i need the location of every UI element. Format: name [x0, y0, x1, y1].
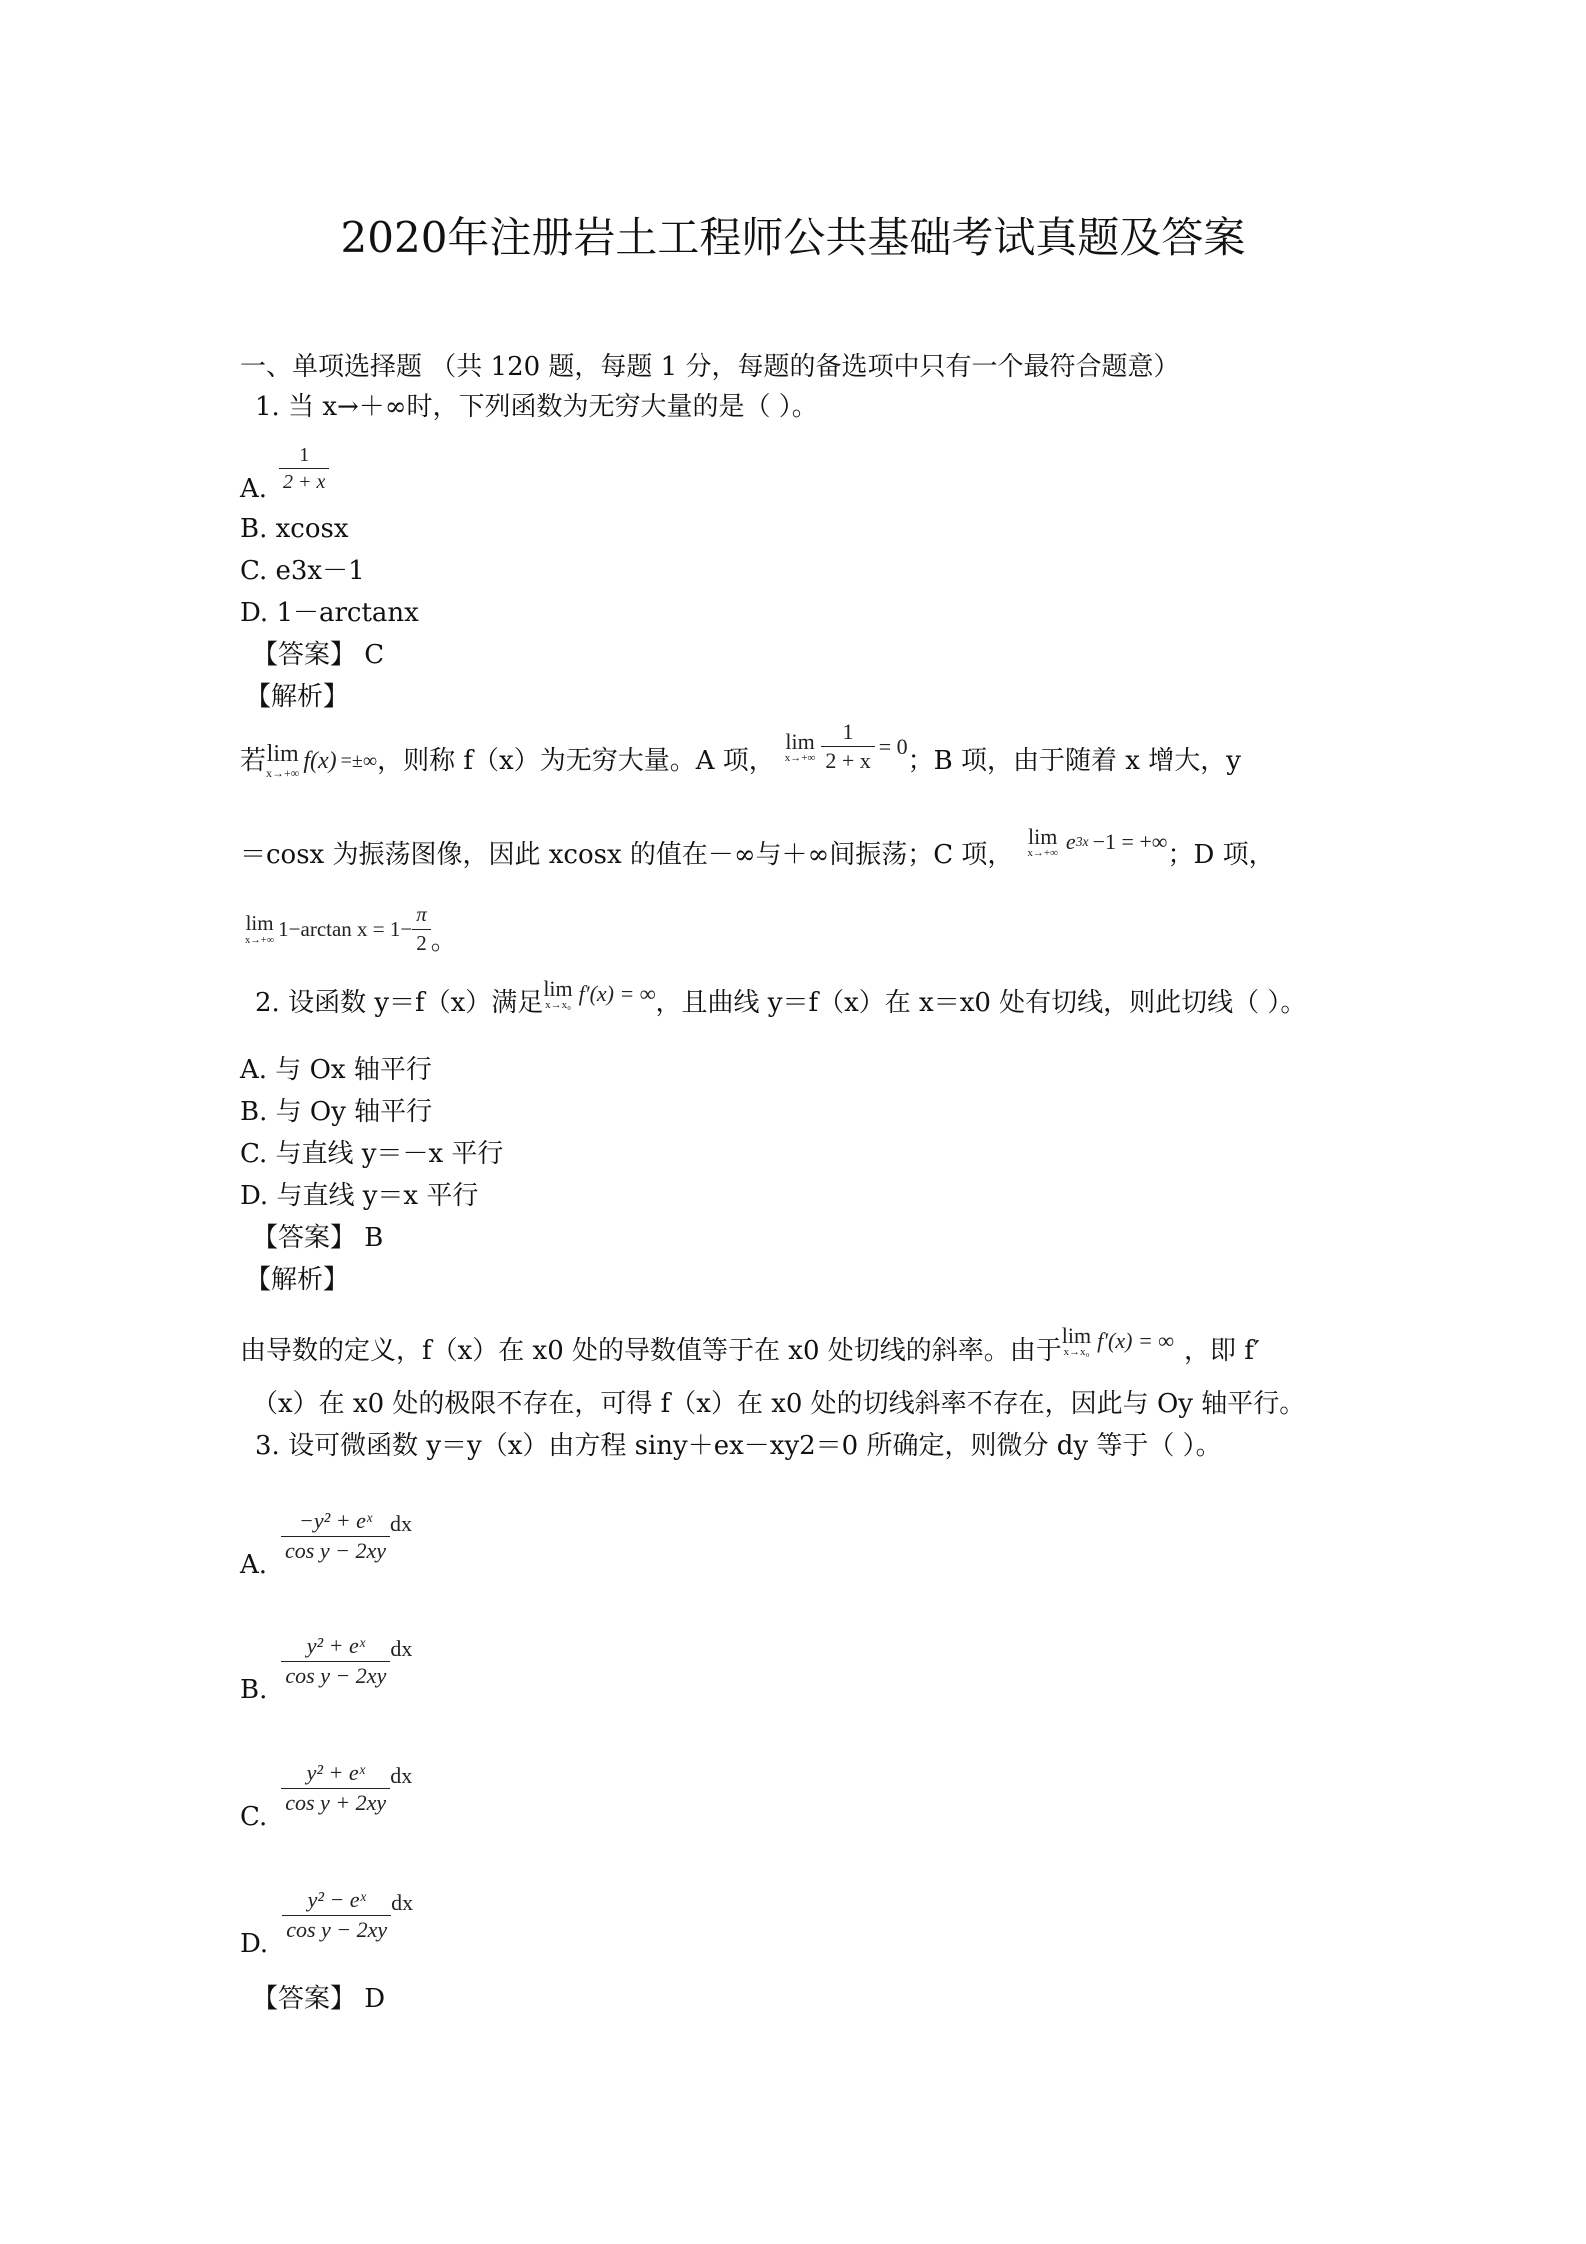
q1-answer: 【答案】 C [252, 640, 385, 670]
q2-option-a: A. 与 Ox 轴平行 [240, 1055, 432, 1085]
q3-option-a: A. $\frac{\text{−y² + eˣ}}{\text{cos y − 2xy}}$ dx [240, 1508, 413, 1580]
q1-analysis-label: 【解析】 [245, 682, 350, 712]
q2-option-b: B. 与 Oy 轴平行 [240, 1097, 433, 1127]
q2-option-d: D. 与直线 y＝x 平行 [240, 1181, 479, 1211]
q3-option-c-expression: $\frac{\text{y² + eˣ}}{\text{cos y + 2xy}}$ dx [281, 1761, 412, 1814]
q1-option-d: D. 1－arctanx [240, 598, 419, 628]
q1-option-a-fraction: $\frac{1}{2 + x}$ [279, 444, 329, 493]
limit-expression: lim x→x₀ f′(x) = ∞ [1061, 1322, 1174, 1358]
q1-analysis-line2: ＝cosx 为振荡图像，因此 xcosx 的值在－∞与＋∞间振荡；C 项， lim x→+∞ e 3x −1 = +∞ ；D 项， [240, 823, 1275, 870]
section-heading: 一、单项选择题 （共 120 题，每题 1 分，每题的备选项中只有一个最符合题意） [240, 352, 1180, 382]
limit-expression: lim x→+∞ $\frac{1}{2 + x}$ = 0 [784, 719, 908, 774]
q1-option-a: A. $\frac{1}{2 + x}$ [240, 430, 329, 506]
q2-option-c: C. 与直线 y＝－x 平行 [240, 1139, 504, 1169]
q3-option-b-expression: $\frac{\text{y² + eˣ}}{\text{cos y − 2xy}}$ dx [281, 1634, 412, 1687]
q3-option-d: D. $\frac{\text{y² − eˣ}}{\text{cos y − 2xy}}$ dx [240, 1887, 414, 1959]
q3-option-c: C. $\frac{\text{y² + eˣ}}{\text{cos y + 2xy}}$ dx [240, 1760, 413, 1832]
q2-stem: 2. 设函数 y＝f（x）满足 lim x→x₀ f′(x) = ∞ ，且曲线 y＝f（x）在 x＝x0 处有切线，则此切线（ ）。 [255, 975, 1307, 1018]
q3-stem: 3. 设可微函数 y＝y（x）由方程 siny＋ex－xy2＝0 所确定，则微分 dy 等于（ ）。 [255, 1431, 1222, 1461]
q2-answer: 【答案】 B [252, 1223, 384, 1253]
limit-expression: lim x→x₀ f′(x) = ∞ [543, 975, 656, 1011]
q2-analysis-line1: 由导数的定义，f（x）在 x0 处的导数值等于在 x0 处切线的斜率。由于 lim x→x₀ f′(x) = ∞ ，即 f′ [240, 1322, 1260, 1366]
q1-stem: 1. 当 x→＋∞时，下列函数为无穷大量的是（ ）。 [255, 392, 818, 422]
q3-option-b: B. $\frac{\text{y² + eˣ}}{\text{cos y − 2xy}}$ dx [240, 1633, 413, 1705]
limit-expression: lim x→+∞ f(x) =±∞ [266, 741, 378, 781]
q3-answer: 【答案】 D [252, 1984, 386, 2014]
q2-analysis-label: 【解析】 [245, 1265, 350, 1295]
page-title: 2020年注册岩土工程师公共基础考试真题及答案 [340, 213, 1246, 262]
limit-expression: lim x→+∞ e 3x −1 = +∞ [1027, 823, 1168, 859]
q1-option-c: C. e3x－1 [240, 556, 365, 586]
q1-analysis-line1: 若 lim x→+∞ f(x) =±∞ ，则称 f（x）为无穷大量。A 项， lim x→+∞ $\frac{1}{2 + x}$ = 0 ；B 项，由于随着 x 增大，y [240, 719, 1241, 781]
q3-option-a-expression: $\frac{\text{−y² + eˣ}}{\text{cos y − 2xy}}$ dx [281, 1509, 412, 1562]
q2-analysis-line2: （x）在 x0 处的极限不存在，可得 f（x）在 x0 处的切线斜率不存在，因此与 Oy 轴平行。 [252, 1389, 1306, 1419]
q1-option-b: B. xcosx [240, 514, 349, 544]
limit-expression: lim x→+∞ 1−arctan x = 1− $\frac{\pi}{2}$ [245, 903, 431, 954]
q1-analysis-line3: lim x→+∞ 1−arctan x = 1− $\frac{\pi}{2}$ 。 [245, 902, 457, 956]
q3-option-d-expression: $\frac{\text{y² − eˣ}}{\text{cos y − 2xy}}$ dx [282, 1888, 413, 1941]
